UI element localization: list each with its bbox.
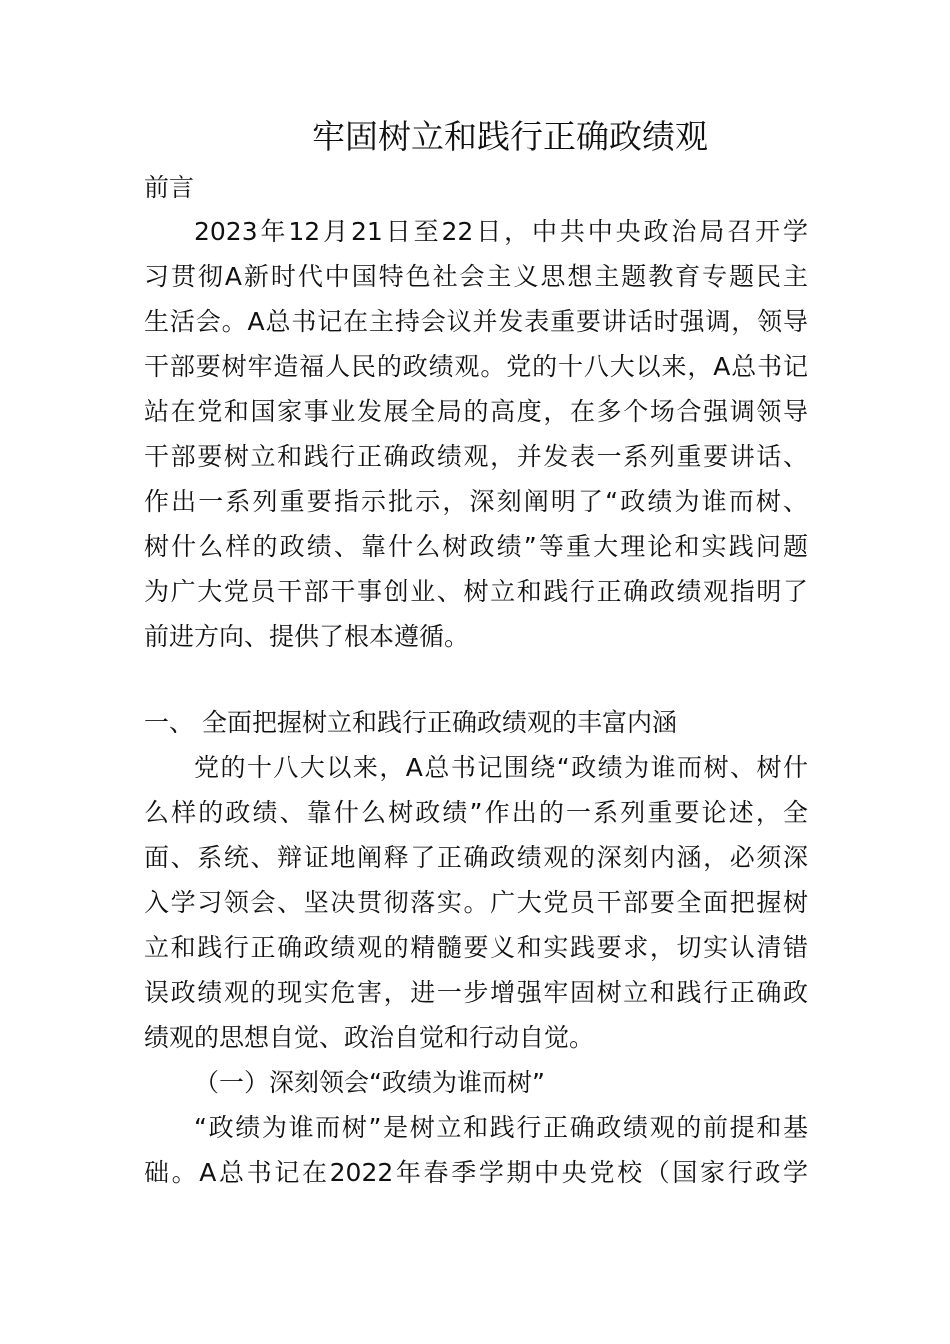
paragraph-line: 2023年12月21日至22日，中共中央政治局召开学 xyxy=(194,217,808,246)
paragraph-line: 树什么样的政绩、靠什么树政绩”等重大理论和实践问题 xyxy=(144,532,808,561)
paragraph-line: 立和践行正确政绩观的精髓要义和实践要求，切实认清错 xyxy=(144,933,808,962)
section-heading: 一、 全面把握树立和践行正确政绩观的丰富内涵 xyxy=(144,708,677,737)
document-title: 牢固树立和践行正确政绩观 xyxy=(312,117,708,156)
paragraph-line: 么样的政绩、靠什么树政绩”作出的一系列重要论述，全 xyxy=(144,798,808,827)
paragraph-line: 党的十八大以来，A总书记围绕“政绩为谁而树、树什 xyxy=(194,753,808,782)
paragraph-line: 作出一系列重要指示批示，深刻阐明了“政绩为谁而树、 xyxy=(144,487,808,516)
paragraph-line: 误政绩观的现实危害，进一步增强牢固树立和践行正确政 xyxy=(144,978,808,1007)
paragraph-line: 础。A总书记在2022年春季学期中央党校（国家行政学 xyxy=(144,1158,808,1187)
paragraph-line: 入学习领会、坚决贯彻落实。广大党员干部要全面把握树 xyxy=(144,888,808,917)
paragraph-line: 为广大党员干部干事创业、树立和践行正确政绩观指明了 xyxy=(144,577,808,606)
paragraph-line: 干部要树牢造福人民的政绩观。党的十八大以来，A总书记 xyxy=(144,352,808,381)
preface-label: 前言 xyxy=(144,173,195,202)
paragraph-line: 干部要树立和践行正确政绩观，并发表一系列重要讲话、 xyxy=(144,442,808,471)
paragraph-line: 绩观的思想自觉、政治自觉和行动自觉。 xyxy=(144,1023,595,1052)
paragraph-line: 习贯彻A新时代中国特色社会主义思想主题教育专题民主 xyxy=(144,262,808,291)
paragraph-line: 生活会。A总书记在主持会议并发表重要讲话时强调，领导 xyxy=(144,307,808,336)
paragraph-line: “政绩为谁而树”是树立和践行正确政绩观的前提和基 xyxy=(194,1113,808,1142)
paragraph-line: 面、系统、辩证地阐释了正确政绩观的深刻内涵，必须深 xyxy=(144,843,808,872)
paragraph-line: 站在党和国家事业发展全局的高度，在多个场合强调领导 xyxy=(144,397,808,426)
subsection-heading: （一）深刻领会“政绩为谁而树” xyxy=(194,1068,545,1097)
paragraph-line: 前进方向、提供了根本遵循。 xyxy=(144,622,470,651)
